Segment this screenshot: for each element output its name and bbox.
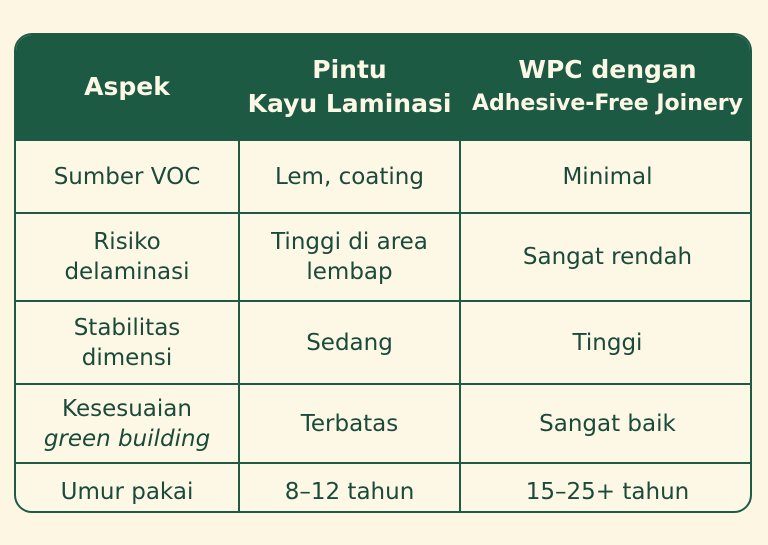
- header-laminated-line1: Pintu: [312, 55, 387, 84]
- table-row: [16, 213, 752, 301]
- header-wpc: [460, 35, 752, 140]
- cell-laminated: Sedang: [239, 301, 460, 384]
- header-aspect-label: Aspek: [84, 72, 170, 101]
- cell-wpc: 15–25+ tahun: [460, 463, 752, 513]
- header-laminated-wood-door: [239, 35, 460, 140]
- cell-aspect: [16, 213, 239, 301]
- cell-wpc: Minimal: [460, 140, 752, 213]
- cell-aspect: Sumber VOC: [16, 140, 239, 213]
- header-aspect: [16, 35, 239, 140]
- table-row: [16, 463, 752, 513]
- header-wpc-line2: Adhesive-Free Joinery: [472, 91, 743, 116]
- cell-wpc: Sangat baik: [460, 384, 752, 463]
- cell-aspect: [16, 384, 239, 463]
- cell-aspect-line1: Stabilitas: [73, 314, 181, 341]
- table-row: [16, 140, 752, 213]
- cell-laminated: [239, 213, 460, 301]
- table-row: [16, 301, 752, 384]
- cell-wpc: Tinggi: [460, 301, 752, 384]
- comparison-table: [16, 35, 752, 513]
- table-header-row: [16, 35, 752, 140]
- header-wpc-line1: WPC dengan: [518, 55, 697, 84]
- header-laminated-line2: Kayu Laminasi: [247, 89, 452, 118]
- cell-laminated: Lem, coating: [239, 140, 460, 213]
- table-row: [16, 384, 752, 463]
- cell-laminated: 8–12 tahun: [239, 463, 460, 513]
- cell-laminated-line1: Tinggi di area: [271, 229, 428, 255]
- cell-laminated: Terbatas: [239, 384, 460, 463]
- cell-laminated-line2: lembap: [306, 259, 393, 285]
- cell-aspect-line1: Kesesuaian: [62, 395, 192, 422]
- cell-aspect-line2: green building: [43, 425, 211, 452]
- cell-aspect-line1: Risiko: [93, 229, 161, 255]
- cell-aspect: [16, 301, 239, 384]
- cell-aspect-line2: dimensi: [81, 344, 173, 371]
- cell-wpc: Sangat rendah: [460, 213, 752, 301]
- comparison-table-frame: [14, 33, 752, 513]
- cell-aspect-line2: delaminasi: [64, 259, 190, 285]
- cell-aspect: Umur pakai: [16, 463, 239, 513]
